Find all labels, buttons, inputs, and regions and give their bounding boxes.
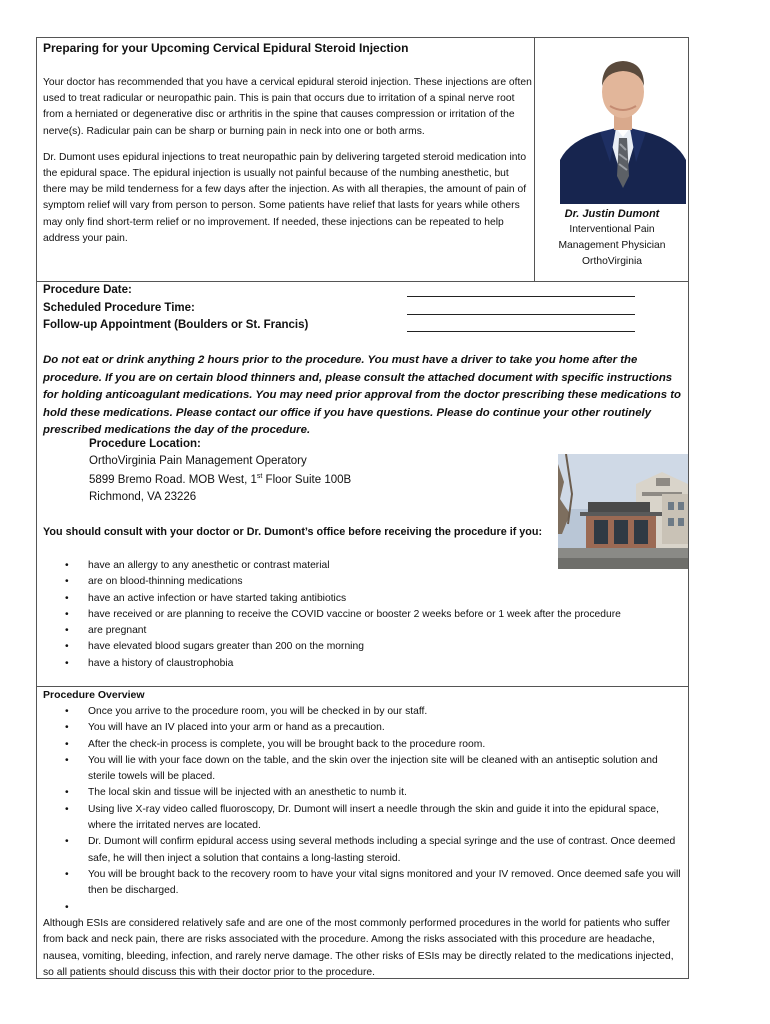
overview-list: [43, 704, 683, 916]
bullet: •: [65, 722, 69, 734]
list-item-text: have received or are planning to receive the COVID vaccine or booster 2 weeks before or 1 week after the procedure: [88, 608, 621, 620]
list-item: [43, 656, 688, 672]
address-part-2: Floor Suite 100B: [262, 473, 352, 486]
intro-text: [43, 75, 533, 257]
intro-paragraph-2: Dr. Dumont uses epidural injections to treat neuropathic pain by delivering targeted steroid medication into the epidural space. The epidural injection is usually not painful because of the numbing anesthetic, but there may be mild tenderness for a few days after the injection. As with all therapies, the amount of pain of symptom relief will vary from person to person. Some patients have relief that lasts for years while others may only find short-term relief or no improvement. If needed, these injections can be repeated to help address your pain.: [43, 151, 527, 244]
doctor-title-line-2: Management Physician: [558, 240, 666, 251]
doctor-photo: [560, 42, 686, 204]
location-address: [89, 473, 351, 486]
list-item: [43, 704, 683, 720]
page-title: Preparing for your Upcoming Cervical Epidural Steroid Injection: [43, 41, 409, 55]
location-city: Richmond, VA 23226: [89, 491, 197, 503]
bullet: •: [65, 754, 69, 766]
bullet: •: [65, 738, 69, 750]
bullet: •: [65, 803, 69, 815]
list-item-text: are pregnant: [88, 625, 147, 637]
list-item: [43, 607, 688, 623]
list-item: [43, 834, 683, 867]
bullet: •: [65, 787, 69, 799]
doctor-organization: OrthoVirginia: [582, 256, 642, 267]
bullet: •: [65, 706, 69, 717]
procedure-date-label: Procedure Date:: [43, 284, 132, 296]
list-item-text: are on blood-thinning medications: [88, 576, 243, 588]
bullet: •: [65, 576, 69, 588]
list-item: [43, 591, 688, 607]
followup-label: Follow-up Appointment (Boulders or St. Francis): [43, 319, 309, 331]
list-item-text: Dr. Dumont will confirm epidural access using several methods including a special syringe and the use of contrast. Once deemed safe, he will then inject a solution that contains a long-lasting steroid.: [88, 836, 676, 864]
bullet: •: [65, 560, 69, 571]
bullet: •: [65, 657, 69, 669]
list-item: [43, 639, 688, 655]
column-divider: [534, 38, 535, 281]
list-item: [43, 753, 683, 786]
list-item: [43, 900, 683, 916]
list-item-text: have elevated blood sugars greater than 200 on the morning: [88, 641, 364, 653]
bullet: •: [65, 836, 69, 848]
location-name: OrthoVirginia Pain Management Operatory: [89, 455, 307, 467]
list-item: [43, 623, 688, 639]
consult-list: [43, 558, 688, 672]
building-photo: [558, 454, 688, 569]
procedure-date-field[interactable]: [407, 285, 635, 297]
procedure-details-section: [36, 281, 689, 687]
list-item: [43, 720, 683, 736]
bullet: •: [65, 608, 69, 620]
list-item-text: Using live X-ray video called fluoroscopy, Dr. Dumont will insert a needle through the skin and guide it into the epidural space, where the irritated nerves are located.: [88, 803, 660, 832]
overview-heading: Procedure Overview: [43, 689, 145, 701]
intro-section: [36, 37, 689, 282]
address-part-1: 5899 Bremo Road. MOB West, 1: [89, 473, 257, 486]
list-item: [43, 867, 683, 900]
list-item-text: have an active infection or have started taking antibiotics: [88, 592, 347, 604]
procedure-overview-section: [36, 686, 689, 979]
list-item-text: You will be brought back to the recovery room to have your vital signs monitored and your IV removed. Once deemed safe you will then be discharged.: [88, 868, 681, 897]
risks-paragraph: Although ESIs are considered relatively safe and are one of the most commonly performed procedures in the world for patients who suffer from back and neck pain, there are risks associated with the procedure. Among the risks associated with this procedure are headache, nausea, vomiting, bleeding, infection, and rarely nerve damage. The other risks of ESIs may be directly related to the medications injected, so all patients should discuss this with their doctor prior to the procedure.: [43, 918, 674, 978]
bullet: •: [65, 868, 69, 880]
consult-intro: You should consult with your doctor or Dr. Dumont’s office before receiving the procedure if you:: [43, 526, 543, 538]
list-item: [43, 558, 688, 574]
bullet: •: [65, 625, 69, 637]
list-item: [43, 737, 683, 753]
list-item-text: You will have an IV placed into your arm or hand as a precaution.: [88, 722, 385, 734]
address-superscript: st: [256, 473, 263, 480]
bullet: •: [65, 641, 69, 653]
list-item-text: have a history of claustrophobia: [88, 657, 234, 669]
procedure-time-field[interactable]: [407, 303, 635, 315]
procedure-time-label: Scheduled Procedure Time:: [43, 302, 195, 314]
list-item-text: After the check-in process is complete, you will be brought back to the procedure room.: [88, 738, 486, 750]
list-item-text: have an allergy to any anesthetic or contrast material: [88, 560, 330, 571]
location-heading: Procedure Location:: [89, 438, 201, 450]
bullet: •: [65, 901, 69, 913]
list-item: [43, 785, 683, 801]
list-item-text: The local skin and tissue will be injected with an anesthetic to numb it.: [88, 787, 407, 799]
doctor-title-line-1: Interventional Pain: [569, 224, 655, 235]
list-item-text: You will lie with your face down on the table, and the skin over the injection site will be cleaned with an antiseptic solution and sterile towels will be placed.: [88, 754, 658, 783]
followup-field[interactable]: [407, 320, 635, 332]
list-item-text: Once you arrive to the procedure room, you will be checked in by our staff.: [88, 706, 428, 717]
intro-paragraph-1: Your doctor has recommended that you have a cervical epidural steroid injection. These injections are often used to treat radicular or neuropathic pain. This is pain that occurs due to irritation of a spinal nerve root from a herniated or degenerative disc or arthritis in the spine that causes compression or irritation of the nerve(s). Radicular pain can be sharp or burning pain in neck into one or both arms.: [43, 77, 532, 137]
list-item: [43, 802, 683, 835]
pre-procedure-warning: Do not eat or drink anything 2 hours prior to the procedure. You must have a driver to take you home after the procedure. If you are on certain blood thinners and, please consult the attached document with specific instructions for holding anticoagulant medications. You may need prior approval from the doctor prescribing these medications to hold these medications. Please contact our office if you have questions. Please do continue your other routinely prescribed medications the day of the procedure.: [43, 354, 681, 436]
bullet: •: [65, 592, 69, 604]
list-item: [43, 574, 688, 590]
doctor-name: Dr. Justin Dumont: [564, 208, 660, 220]
